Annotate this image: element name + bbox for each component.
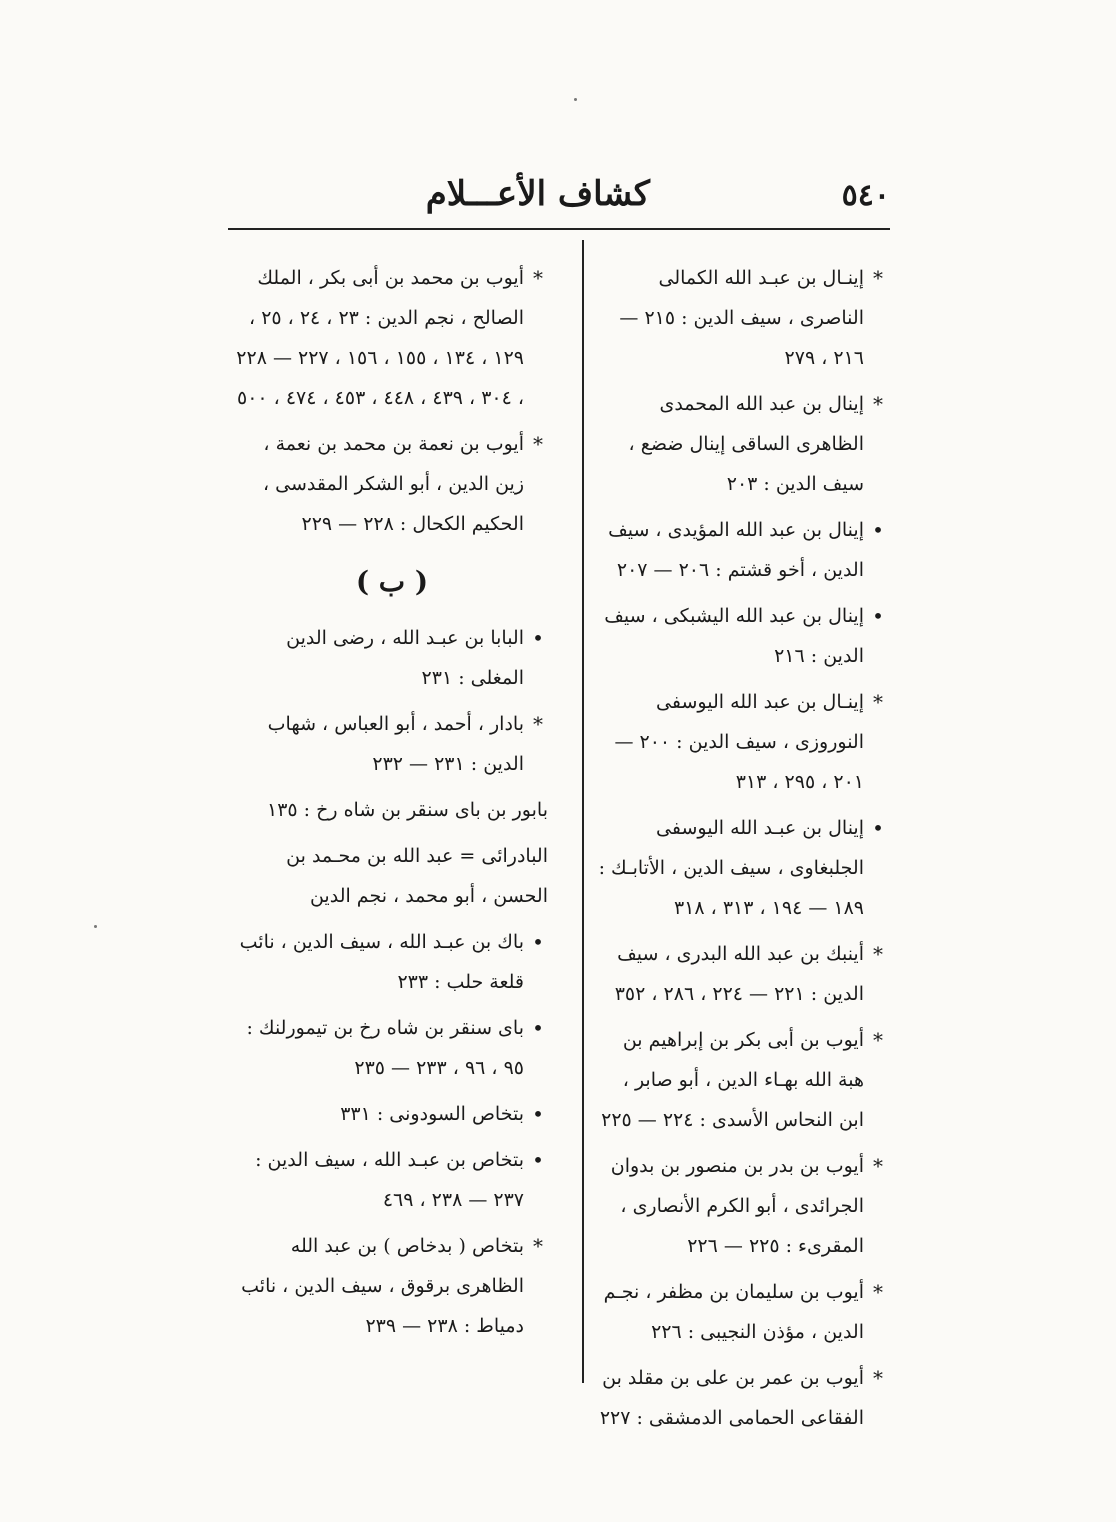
entry-text: باى سنقر بن شاه رخ بن تيمورلنك : ٩٥ ، ٩٦ ، ٢٣٣ — ٢٣٥: [246, 1017, 524, 1079]
index-entry: [236, 1008, 548, 1088]
section-letter-ba: ( ب ): [355, 565, 429, 598]
entry-bullet: *: [873, 1280, 883, 1304]
entry-text: البادرائى = عبد الله بن محـمد بن الحسن ، أبو محمد ، نجم الدين: [286, 845, 548, 907]
index-entry: [596, 258, 888, 378]
index-entry: [236, 836, 548, 916]
entry-bullet: *: [873, 1028, 883, 1052]
entry-text: بتخاص بن عبـد الله ، سيف الدين : ٢٣٧ — ٢٣٨ ، ٤٦٩: [255, 1149, 524, 1211]
entry-bullet: *: [873, 690, 883, 714]
entry-text: البابا بن عبـد الله ، رضى الدين المغلى : ٢٣١: [286, 627, 524, 689]
entry-bullet: •: [532, 1016, 544, 1040]
entry-bullet: •: [532, 626, 544, 650]
entry-bullet: •: [872, 604, 884, 628]
entry-text: بابور بن باى سنقر بن شاه رخ : ١٣٥: [266, 799, 548, 821]
index-entry: [236, 258, 548, 418]
entry-text: إينال بن عبـد الله اليوسفى الجلبغاوى ، سيف الدين ، الأتابـك : ١٨٩ — ١٩٤ ، ٣١٣ ، ٣١٨: [598, 817, 864, 919]
index-entry: [236, 704, 548, 784]
index-entry: [236, 618, 548, 698]
entry-text: أينبك بن عبد الله البدرى ، سيف الدين : ٢٢١ — ٢٢٤ ، ٢٨٦ ، ٣٥٢: [614, 943, 864, 1005]
page-title: كشاف الأعـــلام: [425, 174, 650, 214]
entry-bullet: *: [533, 432, 543, 456]
index-entry: [596, 1146, 888, 1266]
entry-text: باك بن عبـد الله ، سيف الدين ، نائب قلعة حلب : ٢٣٣: [239, 931, 524, 993]
entry-text: إينال بن عبد الله اليشبكى ، سيف الدين : ٢١٦: [604, 605, 864, 667]
entry-text: أيوب بن أبى بكر بن إبراهيم بن هبة الله بهـاء الدين ، أبو صابر ، ابن النحاس الأسدى : ٢٢٤ — ٢٢٥: [601, 1029, 864, 1131]
index-entry: [596, 934, 888, 1014]
scan-speck: [94, 925, 97, 928]
entry-text: أيوب بن نعمة بن محمد بن نعمة ، زين الدين ، أبو الشكر المقدسى ، الحكيم الكحال : ٢٢٨ — ٢٢٩: [263, 433, 524, 535]
entry-text: أيوب بن سليمان بن مظفر ، نجـم الدين ، مؤذن النجيبى : ٢٢٦: [603, 1281, 864, 1343]
header-rule: [228, 228, 890, 230]
entry-bullet: *: [873, 392, 883, 416]
entry-bullet: *: [873, 942, 883, 966]
entry-text: إينال بن عبد الله المؤيدى ، سيف الدين ، أخو قشتم : ٢٠٦ — ٢٠٧: [608, 519, 864, 581]
left-column: [236, 258, 548, 1352]
index-entry: [596, 682, 888, 802]
entry-bullet: •: [532, 930, 544, 954]
column-divider: [582, 240, 584, 1383]
page-header: [228, 172, 890, 222]
index-entry: [236, 1140, 548, 1220]
entry-bullet: *: [873, 1366, 883, 1390]
index-entry: [236, 1226, 548, 1346]
index-entry: [236, 922, 548, 1002]
entry-text: بادار ، أحمد ، أبو العباس ، شهاب الدين : ٢٣١ — ٢٣٢: [267, 713, 524, 775]
entry-text: بتخاص ( بدخاص ) بن عبد الله الظاهرى برقوق ، سيف الدين ، نائب دمياط : ٢٣٨ — ٢٣٩: [241, 1235, 524, 1337]
entry-bullet: •: [532, 1102, 544, 1126]
scan-speck: [574, 98, 577, 101]
index-entry: [596, 808, 888, 928]
entry-bullet: *: [873, 266, 883, 290]
index-entry: [596, 1020, 888, 1140]
entry-text: إينال بن عبد الله المحمدى الظاهرى الساقى إينال ضضع ، سيف الدين : ٢٠٣: [628, 393, 864, 495]
index-entry: [596, 1272, 888, 1352]
entry-bullet: •: [872, 518, 884, 542]
entry-text: بتخاص السودونى : ٣٣١: [340, 1103, 524, 1125]
index-entry: [236, 790, 548, 830]
entry-text: أيوب بن محمد بن أبى بكر ، الملك الصالح ، نجم الدين : ٢٣ ، ٢٤ ، ٢٥ ، ١٢٩ ، ١٣٤ ، ١٥٥ ، ١٥٦ ، ٢٢٧ — ٢٢٨ ، ٣٠٤ ، ٤٣٩ ، ٤٤٨ ، ٤٥٣ ، ٤٧٤ ، ٥٠٠: [236, 267, 524, 409]
entry-bullet: *: [533, 266, 543, 290]
index-entry: [596, 596, 888, 676]
entry-text: أيوب بن عمر بن على بن مقلد بن الفقاعى الحمامى الدمشقى : ٢٢٧: [599, 1367, 864, 1429]
entry-text: إينـال بن عبـد الله الكمالى الناصرى ، سيف الدين : ٢١٥ — ٢١٦ ، ٢٧٩: [619, 267, 864, 369]
index-entry: [236, 1094, 548, 1134]
index-entry: [596, 384, 888, 504]
index-entry: [596, 1358, 888, 1438]
right-column: [596, 258, 888, 1444]
entry-bullet: *: [873, 1154, 883, 1178]
index-entry: [236, 424, 548, 544]
page-number: ٥٤٠: [841, 178, 890, 213]
entry-bullet: *: [533, 712, 543, 736]
index-entry: [596, 510, 888, 590]
entry-text: إينـال بن عبد الله اليوسفى النوروزى ، سيف الدين : ٢٠٠ — ٢٠١ ، ٢٩٥ ، ٣١٣: [614, 691, 864, 793]
entry-bullet: •: [532, 1148, 544, 1172]
entry-bullet: *: [533, 1234, 543, 1258]
entry-bullet: •: [872, 816, 884, 840]
entry-text: أيوب بن بدر بن منصور بن بدوان الجرائدى ، أبو الكرم الأنصارى ، المقرىء : ٢٢٥ — ٢٢٦: [610, 1155, 864, 1257]
